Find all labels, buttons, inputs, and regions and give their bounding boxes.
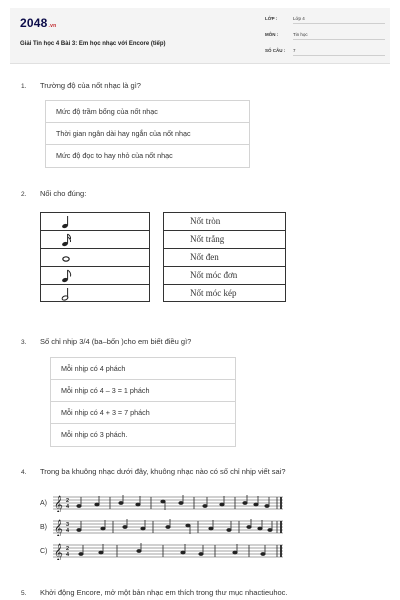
svg-text:4: 4 (66, 528, 70, 534)
meta-grade-label: LỚP : (265, 16, 278, 21)
svg-text:4: 4 (66, 552, 70, 558)
staff-b[interactable] (53, 518, 283, 536)
note-name-3[interactable]: Nốt đen (164, 249, 285, 267)
question-4-text: Trong ba khuông nhạc dưới đây, khuông nhạc nào có số chỉ nhịp viết sai? (40, 467, 286, 476)
question-3-option-2[interactable]: Mỗi nhịp có 4 – 3 = 1 phách (51, 380, 235, 402)
note-symbols-table (40, 212, 150, 302)
question-2-number: 2. (21, 191, 27, 198)
question-3-text: Số chỉ nhịp 3/4 (ba–bốn )cho em biết điều gì? (40, 337, 192, 346)
question-1-option-1[interactable]: Mức độ trầm bổng của nốt nhạc (46, 101, 249, 123)
sixteenth-note-icon[interactable] (41, 231, 149, 249)
question-3-option-3[interactable]: Mỗi nhịp có 4 + 3 = 7 phách (51, 402, 235, 424)
question-3-option-4[interactable]: Mỗi nhịp có 3 phách. (61, 430, 128, 439)
meta-count (265, 46, 385, 56)
question-1-text: Trường độ của nốt nhạc là gì? (40, 81, 141, 90)
question-1-number: 1. (21, 83, 27, 90)
svg-text:𝄞: 𝄞 (54, 495, 63, 512)
half-note-icon[interactable] (41, 285, 149, 303)
question-2-text: Nối cho đúng: (40, 189, 87, 198)
question-3-options (50, 357, 236, 447)
note-names-table (163, 212, 286, 302)
note-name-2[interactable]: Nốt trắng (164, 231, 285, 249)
meta-grade (265, 14, 385, 24)
meta-grade-value: Lớp 4 (293, 16, 385, 24)
svg-text:3: 3 (66, 522, 70, 528)
question-5-number: 5. (21, 590, 27, 597)
note-name-4[interactable]: Nốt móc đơn (164, 267, 285, 285)
svg-text:2: 2 (66, 546, 70, 552)
note-name-1[interactable]: Nốt tròn (164, 213, 285, 231)
quarter-note-icon[interactable] (41, 213, 149, 231)
question-1-option-2[interactable]: Thời gian ngân dài hay ngắn của nốt nhạc (46, 123, 249, 145)
question-5-text: Khởi động Encore, mở một bản nhạc em thích trong thư mục nhactieuhoc. (40, 588, 288, 597)
document-header (10, 8, 390, 64)
meta-subject-label: MÔN : (265, 32, 279, 37)
note-name-5[interactable]: Nốt móc kép (190, 288, 237, 298)
meta-count-label: SỐ CÂU : (265, 48, 286, 53)
question-1-option-3[interactable]: Mức độ đọc to hay nhỏ của nốt nhạc (56, 151, 173, 160)
logo-text: 2048 (20, 16, 48, 30)
eighth-note-icon[interactable] (41, 267, 149, 285)
site-logo[interactable] (20, 16, 56, 30)
staff-c[interactable] (53, 542, 283, 560)
staff-a[interactable] (53, 494, 283, 512)
staff-b-label: B) (40, 524, 47, 531)
staff-c-label: C) (40, 548, 48, 555)
whole-note-icon[interactable] (41, 249, 149, 267)
question-3-number: 3. (21, 339, 27, 346)
logo-suffix: .vn (48, 23, 57, 29)
svg-text:𝄞: 𝄞 (54, 519, 63, 536)
question-1-options (45, 100, 250, 168)
question-4-number: 4. (21, 469, 27, 476)
staff-a-label: A) (40, 500, 47, 507)
svg-text:2: 2 (66, 498, 70, 504)
svg-text:4: 4 (66, 504, 70, 510)
svg-text:𝄞: 𝄞 (54, 543, 63, 560)
meta-subject-value: Tin học (293, 32, 385, 40)
document-title: Giải Tin học 4 Bài 3: Em học nhạc với Encore (tiếp) (20, 41, 166, 47)
meta-subject (265, 30, 385, 40)
question-3-option-1[interactable]: Mỗi nhịp có 4 phách (51, 358, 235, 380)
meta-count-value: 7 (293, 48, 385, 56)
